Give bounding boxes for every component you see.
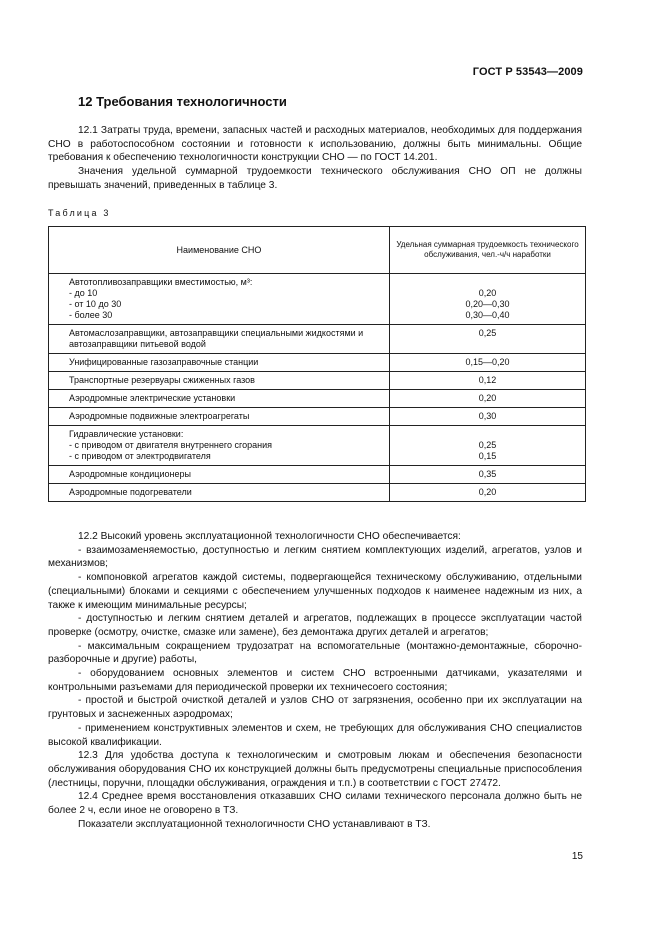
column-header-name: Наименование СНО <box>49 227 390 274</box>
cell-line: Автомаслозаправщики, автозаправщики специальными жидкостями и автозаправщики питьевой водой <box>69 328 364 349</box>
paragraph: Значения удельной суммарной трудоемкости технического обслуживания СНО ОП не должны превышать значений, приведенных в таблице 3. <box>48 166 582 191</box>
cell-name <box>49 372 390 390</box>
cell-name <box>49 408 390 426</box>
cell-line: Транспортные резервуары сжиженных газов <box>69 375 255 385</box>
paragraph: 12.3 Для удобства доступа к технологическим и смотровым люкам и обеспечения безопасности обслуживания оборудования СНО их конструкцией должны быть предусмотрены специальные приспособления (лестницы, поручни, площадки обслуживания, ограждения и т.п.) в соответствии с ГОСТ 27472. <box>48 750 582 789</box>
cell-line: Унифицированные газозаправочные станции <box>69 357 259 367</box>
cell-name <box>49 484 390 502</box>
cell-value <box>390 426 586 466</box>
cell-name <box>49 354 390 372</box>
standard-number: ГОСТ Р 53543—2009 <box>472 66 583 78</box>
column-header-value: Удельная суммарная трудоемкость технического обслуживания, чел.-ч/ч наработки <box>390 227 586 274</box>
cell-line: - от 10 до 30 <box>69 299 122 309</box>
cell-line: 0,20 <box>478 393 497 403</box>
cell-line: Аэродромные подвижные электроагрегаты <box>69 411 250 421</box>
table-row <box>49 372 586 390</box>
cell-name <box>49 390 390 408</box>
list-item: - применением конструктивных элементов и схем, не требующих для обслуживания СНО специалистов высокой квалификации. <box>48 722 582 748</box>
cell-line: 0,30—0,40 <box>465 310 510 320</box>
cell-name <box>49 274 390 325</box>
cell-name <box>49 466 390 484</box>
cell-line <box>395 277 580 288</box>
cell-line <box>395 429 580 440</box>
cell-line: 0,20 <box>478 487 497 497</box>
cell-value <box>390 325 586 354</box>
table-header-row <box>49 227 586 274</box>
table-row <box>49 426 586 466</box>
paragraph: 12.4 Среднее время восстановления отказавших СНО силами технического персонала должно быть не более 2 ч, если иное не оговорено в ТЗ. <box>48 791 582 817</box>
cell-line: - с приводом от электродвигателя <box>69 451 211 461</box>
table-row <box>49 274 586 325</box>
intro-text <box>48 124 582 193</box>
cell-line: 0,35 <box>478 469 497 479</box>
paragraph: 12.2 Высокий уровень эксплуатационной технологичности СНО обеспечивается: <box>78 531 461 542</box>
cell-value <box>390 408 586 426</box>
cell-line: 0,20—0,30 <box>465 299 510 309</box>
cell-line: 0,20 <box>478 288 497 298</box>
page-number: 15 <box>571 851 583 862</box>
cell-value <box>390 484 586 502</box>
table-row <box>49 484 586 502</box>
cell-line: 0,30 <box>478 411 497 421</box>
cell-value <box>390 354 586 372</box>
list-item: - компоновкой агрегатов каждой системы, подвергающейся техническому обслуживанию, отдельными (специальными) блоками и секциями с обеспечением улучшенных подходов к наименее надежным из них, а также к имеющим минимальные ресурсы; <box>48 572 582 611</box>
cell-line: Аэродромные электрические установки <box>69 393 236 403</box>
cell-line: 0,12 <box>478 375 497 385</box>
list-item: - максимальным сокращением трудозатрат на вспомогательные (монтажно-демонтажные, сборочно-разборочные и другие) работы, <box>48 640 582 666</box>
section-title: 12 Требования технологичности <box>78 94 287 109</box>
list-item: - взаимозаменяемостью, доступностью и легким снятием комплектующих изделий, агрегатов, узлов и механизмов; <box>48 544 582 570</box>
list-item: - простой и быстрой очисткой деталей и узлов СНО от загрязнения, особенно при их эксплуатации на грунтовых и заснеженных аэродромах; <box>48 695 582 721</box>
cell-name <box>49 325 390 354</box>
cell-line: - до 10 <box>69 288 98 298</box>
cell-line: 0,25 <box>478 440 497 450</box>
table-caption: Таблица 3 <box>48 208 111 218</box>
cell-line: 0,25 <box>478 328 497 338</box>
cell-value <box>390 466 586 484</box>
table-row <box>49 408 586 426</box>
list-item: - оборудованием основных элементов и систем СНО встроенными датчиками, указателями и контрольными разъемами для периодической проверки их техничесоего состояния; <box>48 668 582 693</box>
cell-line: 0,15—0,20 <box>465 357 510 367</box>
cell-line: Автотопливозаправщики вместимостью, м³: <box>69 277 253 287</box>
paragraph: 12.1 Затраты труда, времени, запасных частей и расходных материалов, необходимых для поддержания СНО в работоспособном состоянии и готовности к использованию, должны быть минимальны. Общие требования к обеспечению технологичности конструкции СНО — по ГОСТ 14.201. <box>48 125 582 164</box>
list-item: - доступностью и легким снятием деталей и агрегатов, подлежащих в процессе эксплуатации частой проверке (осмотру, очистке, смазке или замене), без демонтажа других деталей и агрегатов; <box>48 613 582 638</box>
cell-value <box>390 372 586 390</box>
cell-line: - с приводом от двигателя внутреннего сгорания <box>69 440 272 450</box>
body-text <box>48 530 582 831</box>
table-row <box>49 466 586 484</box>
cell-line: Аэродромные кондиционеры <box>69 469 191 479</box>
table-row <box>49 325 586 354</box>
cell-value <box>390 390 586 408</box>
cell-line: 0,15 <box>478 451 497 461</box>
table-row <box>49 390 586 408</box>
cell-line: Аэродромные подогреватели <box>69 487 192 497</box>
cell-line: - более 30 <box>69 310 113 320</box>
table-row <box>49 354 586 372</box>
data-table <box>48 226 586 502</box>
cell-value <box>390 274 586 325</box>
paragraph: Показатели эксплуатационной технологичности СНО устанавливают в ТЗ. <box>78 818 431 830</box>
cell-line: Гидравлические установки: <box>69 429 184 439</box>
cell-name <box>49 426 390 466</box>
